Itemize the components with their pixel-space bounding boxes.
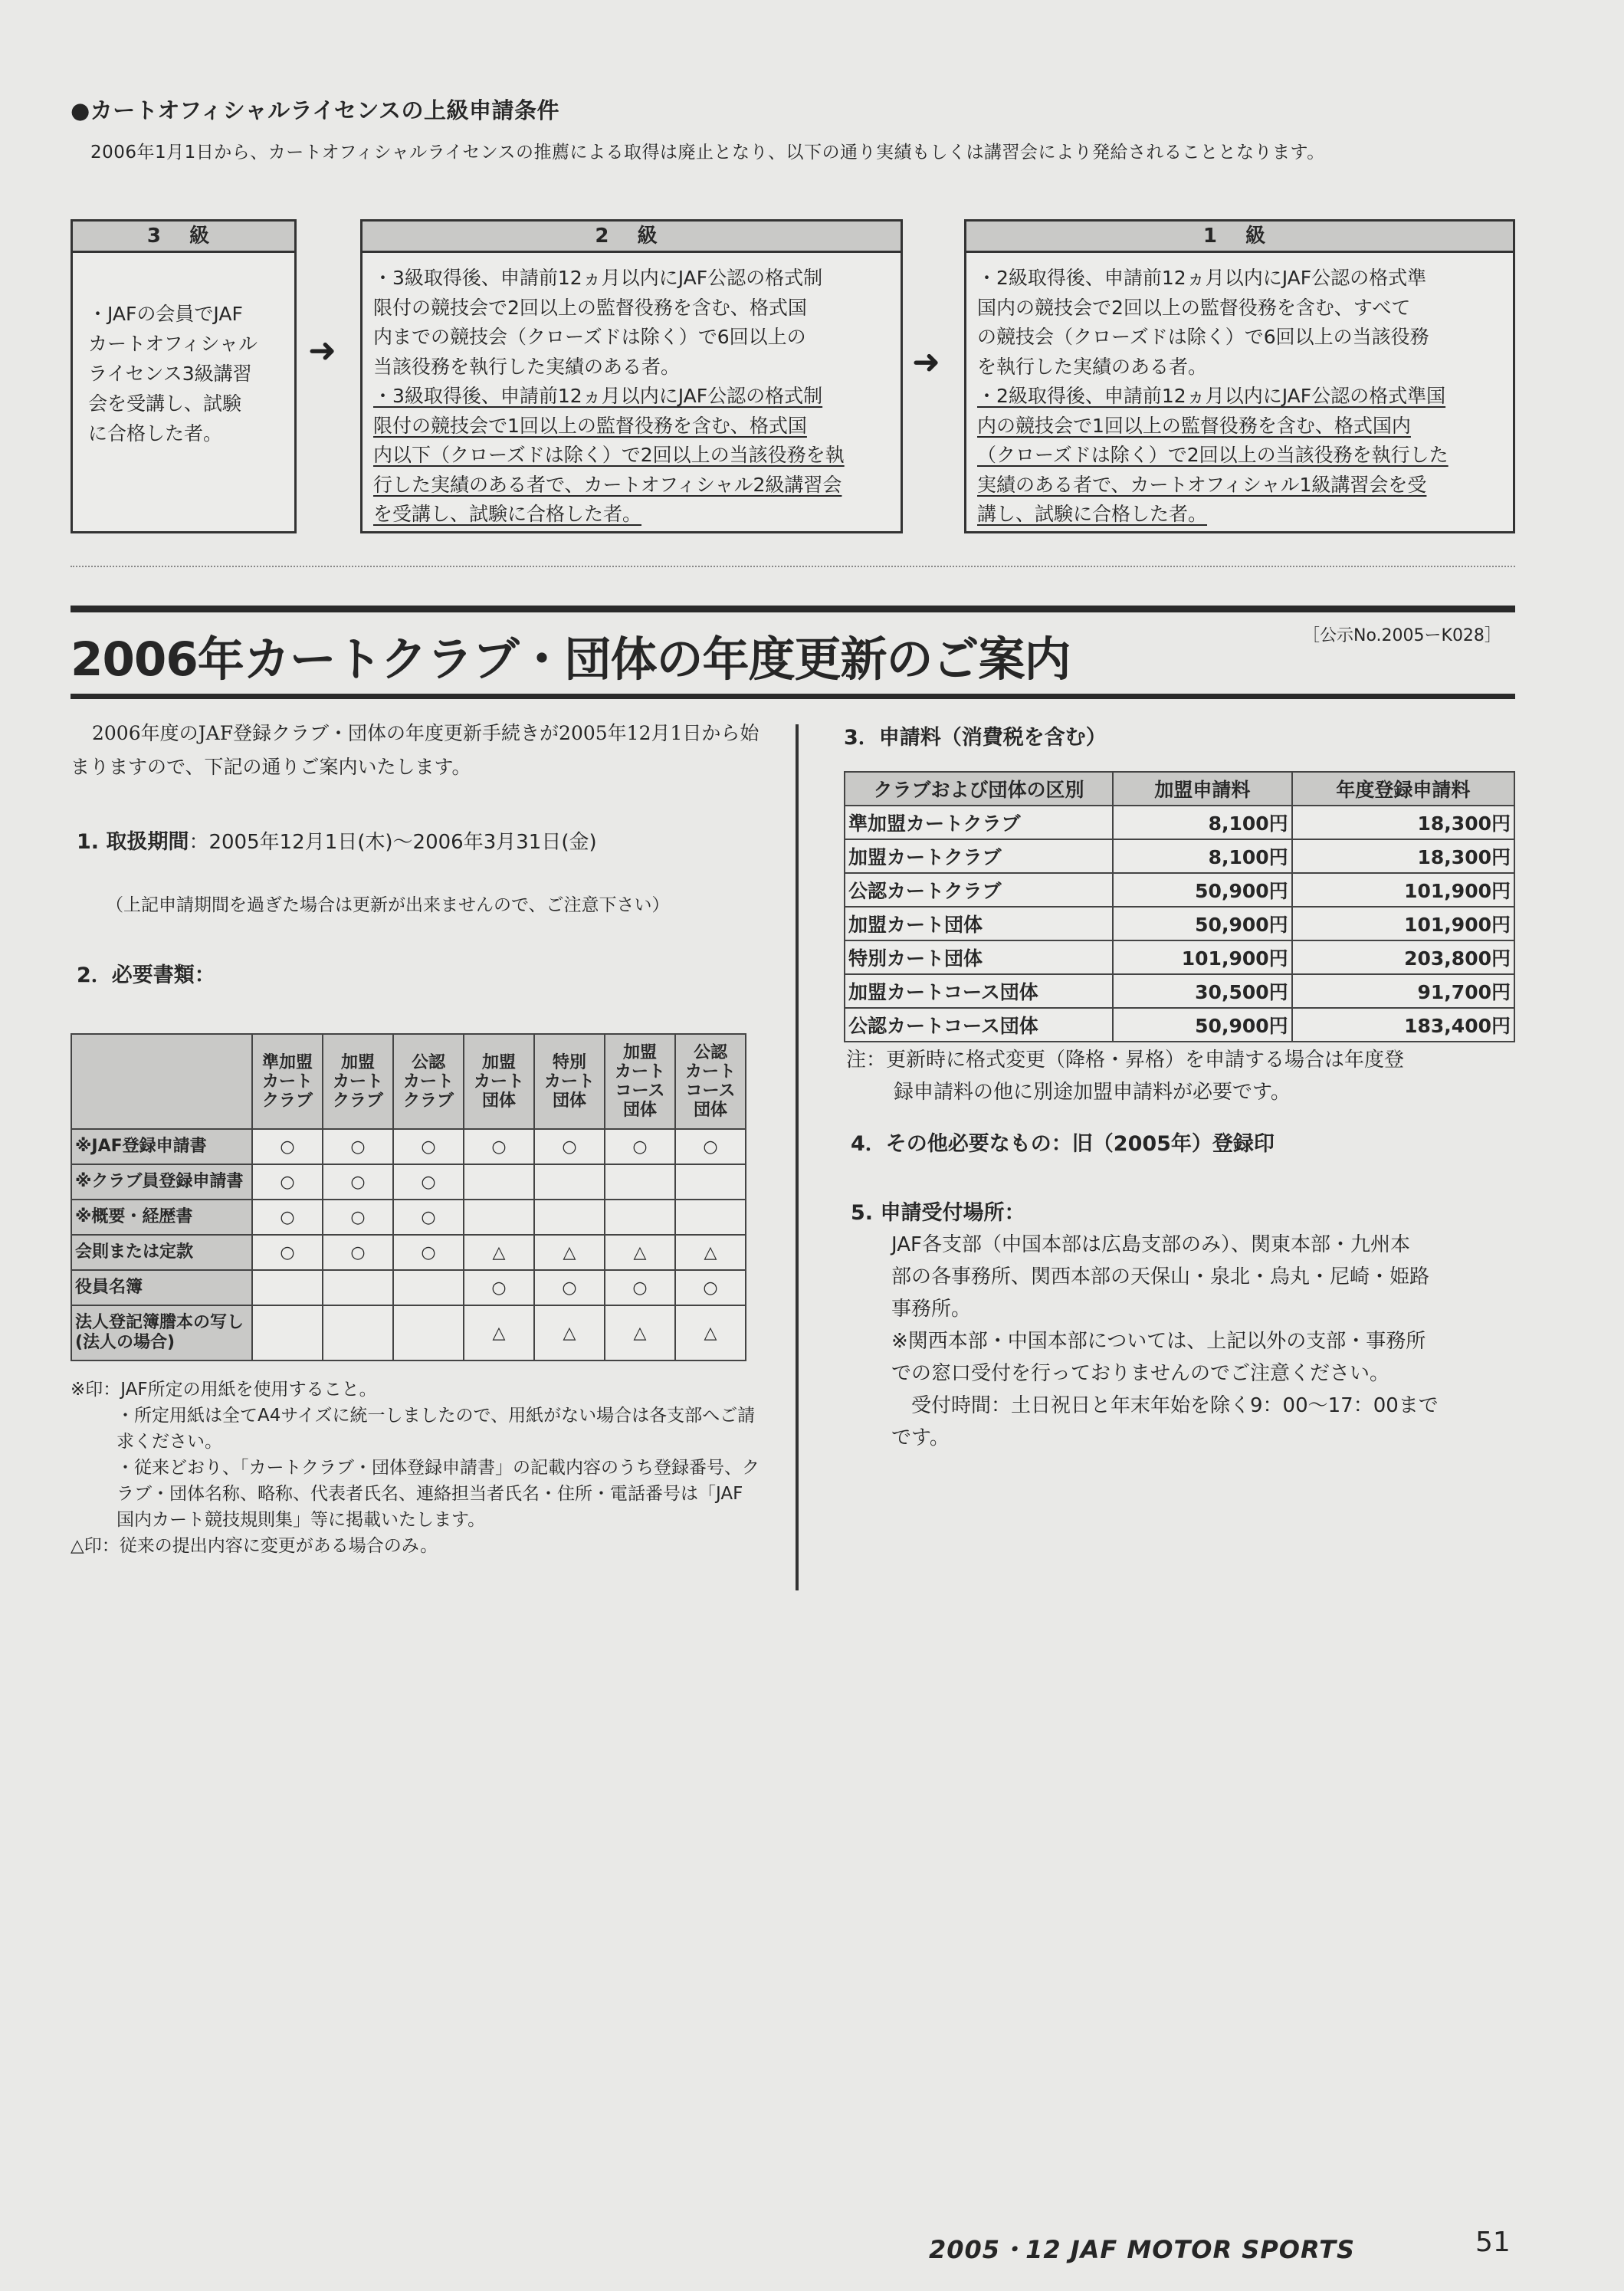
notice-number: ［公示No.2005ーK028］ (1303, 626, 1501, 645)
section-5-line: 事務所。 (891, 1298, 972, 1321)
header-text: クラブ (402, 1091, 454, 1111)
period-note: （上記申請期間を過ぎた場合は更新が出来ませんので、ご注意下さい） (106, 895, 670, 915)
grade-2-line-underlined: ・3級取得後、申請前12ヵ月以内にJAF公認の格式制 (373, 385, 823, 407)
title-rule-bottom (71, 694, 1515, 699)
membership-fee: 50,900円 (1113, 873, 1292, 907)
membership-fee: 50,900円 (1113, 907, 1292, 940)
section-5-label: 5. 申請受付場所： (851, 1201, 1025, 1225)
grade-3-title: 3 級 (73, 222, 294, 253)
fee-note-line: 録申請料の他に別途加盟申請料が必要です。 (894, 1081, 1291, 1104)
annual-fee: 101,900円 (1292, 873, 1514, 907)
header-text: カート (684, 1062, 736, 1081)
row-label: 会則または定款 (71, 1235, 252, 1270)
table-column-header (534, 1034, 605, 1129)
grade-1-line-underlined: 講し、試験に合格した者。 (977, 503, 1208, 525)
table-header-row (845, 772, 1514, 806)
table-column-header (605, 1034, 675, 1129)
table-row (845, 974, 1514, 1008)
header-text: クラブ (261, 1091, 313, 1111)
grade-2-line: 限付の競技会で2回以上の監督役務を含む、格式国 (373, 296, 807, 319)
fee-category: 特別カート団体 (845, 940, 1113, 974)
table-column-header (252, 1034, 323, 1129)
grade-2-title: 2 級 (363, 222, 901, 253)
membership-fee: 8,100円 (1113, 839, 1292, 873)
conditional-mark: △ (605, 1235, 675, 1270)
required-mark: ○ (393, 1235, 464, 1270)
required-mark: ○ (252, 1129, 323, 1164)
row-label: ※JAF登録申請書 (71, 1129, 252, 1164)
required-mark: ○ (393, 1164, 464, 1200)
required-mark: ○ (675, 1270, 746, 1305)
table-row (71, 1200, 746, 1235)
header-text: 加盟 (340, 1052, 375, 1072)
renewal-intro: 2006年度のJAF登録クラブ・団体の年度更新手続きが2005年12月1日から始まりますので、下記の通りご案内いたします。 (71, 722, 760, 778)
required-mark: ○ (675, 1129, 746, 1164)
table-corner (71, 1034, 252, 1129)
table-cell (605, 1164, 675, 1200)
section-3-label: 3．申請料（消費税を含む） (844, 726, 1107, 750)
conditional-mark: △ (675, 1305, 746, 1360)
annual-fee: 203,800円 (1292, 940, 1514, 974)
fee-category: 加盟カートコース団体 (845, 974, 1113, 1008)
header-text: コース (685, 1081, 736, 1101)
header-text: 団体 (552, 1091, 586, 1111)
grade-1-title: 1 級 (966, 222, 1513, 253)
annual-fee: 18,300円 (1292, 806, 1514, 839)
membership-fee: 30,500円 (1113, 974, 1292, 1008)
table-row (71, 1270, 746, 1305)
section-1-value: ：2005年12月1日(木)～2006年3月31日(金) (189, 831, 597, 854)
header-text: カート (543, 1072, 595, 1091)
grade-1-line: を執行した実績のある者。 (977, 355, 1208, 378)
table-row (845, 940, 1514, 974)
grade-2-line-underlined: 行した実績のある者で、カートオフィシャル2級講習会 (373, 473, 842, 496)
table-column-header: クラブおよび団体の区別 (845, 772, 1113, 806)
page-number: 51 (1475, 2227, 1511, 2258)
section-2-label: 2．必要書類： (77, 963, 215, 987)
required-mark: ○ (605, 1270, 675, 1305)
row-label: 役員名簿 (71, 1270, 252, 1305)
header-text: 団体 (693, 1101, 727, 1120)
table-cell (323, 1305, 393, 1360)
fee-table (844, 771, 1515, 1042)
arrow-right-icon: ➜ (912, 343, 940, 382)
required-mark: ○ (323, 1164, 393, 1200)
table-row (71, 1164, 746, 1200)
table-row (845, 839, 1514, 873)
conditional-mark: △ (534, 1305, 605, 1360)
annual-fee: 18,300円 (1292, 839, 1514, 873)
row-label: ※クラブ員登録申請書 (71, 1164, 252, 1200)
column-divider (796, 724, 799, 1590)
table-cell (464, 1164, 534, 1200)
conditional-mark: △ (464, 1235, 534, 1270)
table-row (71, 1129, 746, 1164)
conditional-mark: △ (605, 1305, 675, 1360)
table-row (845, 907, 1514, 940)
fee-note-line: 注：更新時に格式変更（降格・昇格）を申請する場合は年度登 (846, 1049, 1405, 1072)
header-text: 団体 (481, 1091, 516, 1111)
table-row (845, 806, 1514, 839)
annual-fee: 183,400円 (1292, 1008, 1514, 1042)
section-4: 4．その他必要なもの：旧（2005年）登録印 (851, 1132, 1275, 1156)
dotted-divider (71, 566, 1515, 567)
grade-2-line: 当該役務を執行した実績のある者。 (373, 355, 681, 378)
grade-3-box (71, 219, 297, 533)
header-text: 公認 (693, 1043, 727, 1062)
fee-category: 公認カートコース団体 (845, 1008, 1113, 1042)
header-text: 準加盟 (261, 1052, 313, 1072)
table-header-row (71, 1034, 746, 1129)
required-mark: ○ (534, 1270, 605, 1305)
page-title: 2006年カートクラブ・団体の年度更新のご案内 (71, 632, 1071, 687)
required-mark: ○ (605, 1129, 675, 1164)
required-mark: ○ (534, 1129, 605, 1164)
membership-fee: 50,900円 (1113, 1008, 1292, 1042)
note-line: △印：従来の提出内容に変更がある場合のみ。 (71, 1536, 438, 1556)
title-rule-top (71, 606, 1515, 612)
table-column-header: 加盟申請料 (1113, 772, 1292, 806)
table-cell (534, 1200, 605, 1235)
conditional-mark: △ (464, 1305, 534, 1360)
required-mark: ○ (252, 1200, 323, 1235)
note-line: ・所定用紙は全てA4サイズに統一しましたので、用紙がない場合は各支部へご請求ください。 (116, 1406, 756, 1452)
annual-fee: 101,900円 (1292, 907, 1514, 940)
section-5-line: ※関西本部・中国本部については、上記以外の支部・事務所 (891, 1330, 1426, 1353)
grade-2-body (363, 253, 901, 530)
required-mark: ○ (252, 1235, 323, 1270)
header-text: カート (614, 1062, 665, 1081)
table-cell (252, 1270, 323, 1305)
grade-3-line: ・JAFの会員でJAF (88, 303, 243, 325)
note-line: ・従来どおり、「カートクラブ・団体登録申請書」の記載内容のうち登録番号、クラブ・団体名称、略称、代表者氏名、連絡担当者氏名・住所・電話番号は「JAF国内カート競技規則集」等に掲載いたします。 (116, 1458, 760, 1530)
table-cell (323, 1270, 393, 1305)
table-row (845, 1008, 1514, 1042)
grade-2-line: 内までの競技会（クローズドは除く）で6回以上の (373, 326, 806, 348)
grade-1-line-underlined: ・2級取得後、申請前12ヵ月以内にJAF公認の格式準国 (977, 385, 1446, 407)
required-mark: ○ (464, 1129, 534, 1164)
grade-1-line-underlined: 内の競技会で1回以上の監督役務を含む、格式国内 (977, 414, 1411, 437)
grade-2-line-underlined: を受講し、試験に合格した者。 (373, 503, 642, 525)
table-column-header (675, 1034, 746, 1129)
fee-category: 加盟カート団体 (845, 907, 1113, 940)
header-text: カート (473, 1072, 524, 1091)
table-cell (534, 1164, 605, 1200)
grade-1-box (964, 219, 1515, 533)
table-cell (464, 1200, 534, 1235)
license-intro-text: 2006年1月1日から、カートオフィシャルライセンスの推薦による取得は廃止となり、以下の通り実績もしくは講習会により発給されることとなります。 (90, 143, 1325, 162)
header-text: 特別 (552, 1052, 586, 1072)
header-text: クラブ (332, 1091, 383, 1111)
grade-1-body (966, 253, 1513, 530)
section-heading-license: ●カートオフィシャルライセンスの上級申請条件 (71, 97, 560, 123)
required-documents-table (71, 1033, 746, 1361)
grade-2-line-underlined: 内以下（クローズドは除く）で2回以上の当該役務を執 (373, 444, 845, 466)
grade-3-line: 会を受講し、試験 (88, 392, 242, 415)
grade-1-line-underlined: （クローズドは除く）で2回以上の当該役務を執行した (977, 444, 1448, 466)
fee-category: 準加盟カートクラブ (845, 806, 1113, 839)
header-text: コース (615, 1081, 665, 1101)
grade-3-line: カートオフィシャル (88, 333, 258, 355)
required-mark: ○ (323, 1129, 393, 1164)
row-label: 法人登記簿謄本の写し (法人の場合) (71, 1305, 252, 1360)
section-5-line: です。 (891, 1426, 950, 1449)
grade-3-body (73, 253, 294, 448)
grade-2-line: ・3級取得後、申請前12ヵ月以内にJAF公認の格式制 (373, 267, 823, 289)
section-5-line: 受付時間：土日祝日と年末年始を除く9：00～17：00まで (891, 1394, 1439, 1417)
section-1 (77, 825, 597, 855)
conditional-mark: △ (675, 1235, 746, 1270)
grade-1-line-underlined: 実績のある者で、カートオフィシャル1級講習会を受 (977, 473, 1427, 496)
table-column-header: 年度登録申請料 (1292, 772, 1514, 806)
header-text: 団体 (622, 1101, 657, 1120)
table-cell (675, 1200, 746, 1235)
header-text: 加盟 (481, 1052, 516, 1072)
table-cell (675, 1164, 746, 1200)
header-text: カート (261, 1072, 313, 1091)
grade-2-line-underlined: 限付の競技会で1回以上の監督役務を含む、格式国 (373, 414, 807, 437)
required-mark: ○ (323, 1235, 393, 1270)
header-text: 公認 (411, 1052, 445, 1072)
table-column-header (323, 1034, 393, 1129)
fee-category: 加盟カートクラブ (845, 839, 1113, 873)
required-mark: ○ (323, 1200, 393, 1235)
grade-1-line: 国内の競技会で2回以上の監督役務を含む、すべて (977, 296, 1411, 319)
table-cell (605, 1200, 675, 1235)
header-text: カート (332, 1072, 383, 1091)
grade-1-line: ・2級取得後、申請前12ヵ月以内にJAF公認の格式準 (977, 267, 1427, 289)
section-5-line: JAF各支部（中国本部は広島支部のみ）、関東本部・九州本 (891, 1233, 1410, 1256)
grade-2-box (360, 219, 903, 533)
table-row (845, 873, 1514, 907)
grade-1-line: の競技会（クローズドは除く）で6回以上の当該役務 (977, 326, 1429, 348)
table-row (71, 1305, 746, 1360)
required-mark: ○ (464, 1270, 534, 1305)
grade-3-line: ライセンス3級講習 (88, 363, 252, 385)
arrow-right-icon: ➜ (308, 331, 336, 370)
table-cell (252, 1305, 323, 1360)
header-text: カート (402, 1072, 454, 1091)
header-text: 加盟 (622, 1043, 657, 1062)
table-cell (393, 1305, 464, 1360)
grade-3-line: に合格した者。 (88, 422, 223, 445)
annual-fee: 91,700円 (1292, 974, 1514, 1008)
magazine-footer: 2005・12 JAF MOTOR SPORTS (929, 2235, 1356, 2264)
membership-fee: 8,100円 (1113, 806, 1292, 839)
section-5-line: 部の各事務所、関西本部の天保山・泉北・烏丸・尼崎・姫路 (891, 1265, 1430, 1288)
document-notes (71, 1377, 760, 1559)
table-cell (393, 1270, 464, 1305)
required-mark: ○ (393, 1200, 464, 1235)
fee-category: 公認カートクラブ (845, 873, 1113, 907)
section-5-line: での窓口受付を行っておりませんのでご注意ください。 (891, 1362, 1390, 1385)
membership-fee: 101,900円 (1113, 940, 1292, 974)
row-label: ※概要・経歴書 (71, 1200, 252, 1235)
table-row (71, 1235, 746, 1270)
section-1-label: 1. 取扱期間 (77, 830, 189, 854)
section-5-body (891, 1229, 1439, 1454)
table-column-header (393, 1034, 464, 1129)
fee-note (846, 1044, 1404, 1108)
note-line: ※印：JAF所定の用紙を使用すること。 (71, 1380, 377, 1400)
required-mark: ○ (393, 1129, 464, 1164)
required-mark: ○ (252, 1164, 323, 1200)
conditional-mark: △ (534, 1235, 605, 1270)
table-column-header (464, 1034, 534, 1129)
